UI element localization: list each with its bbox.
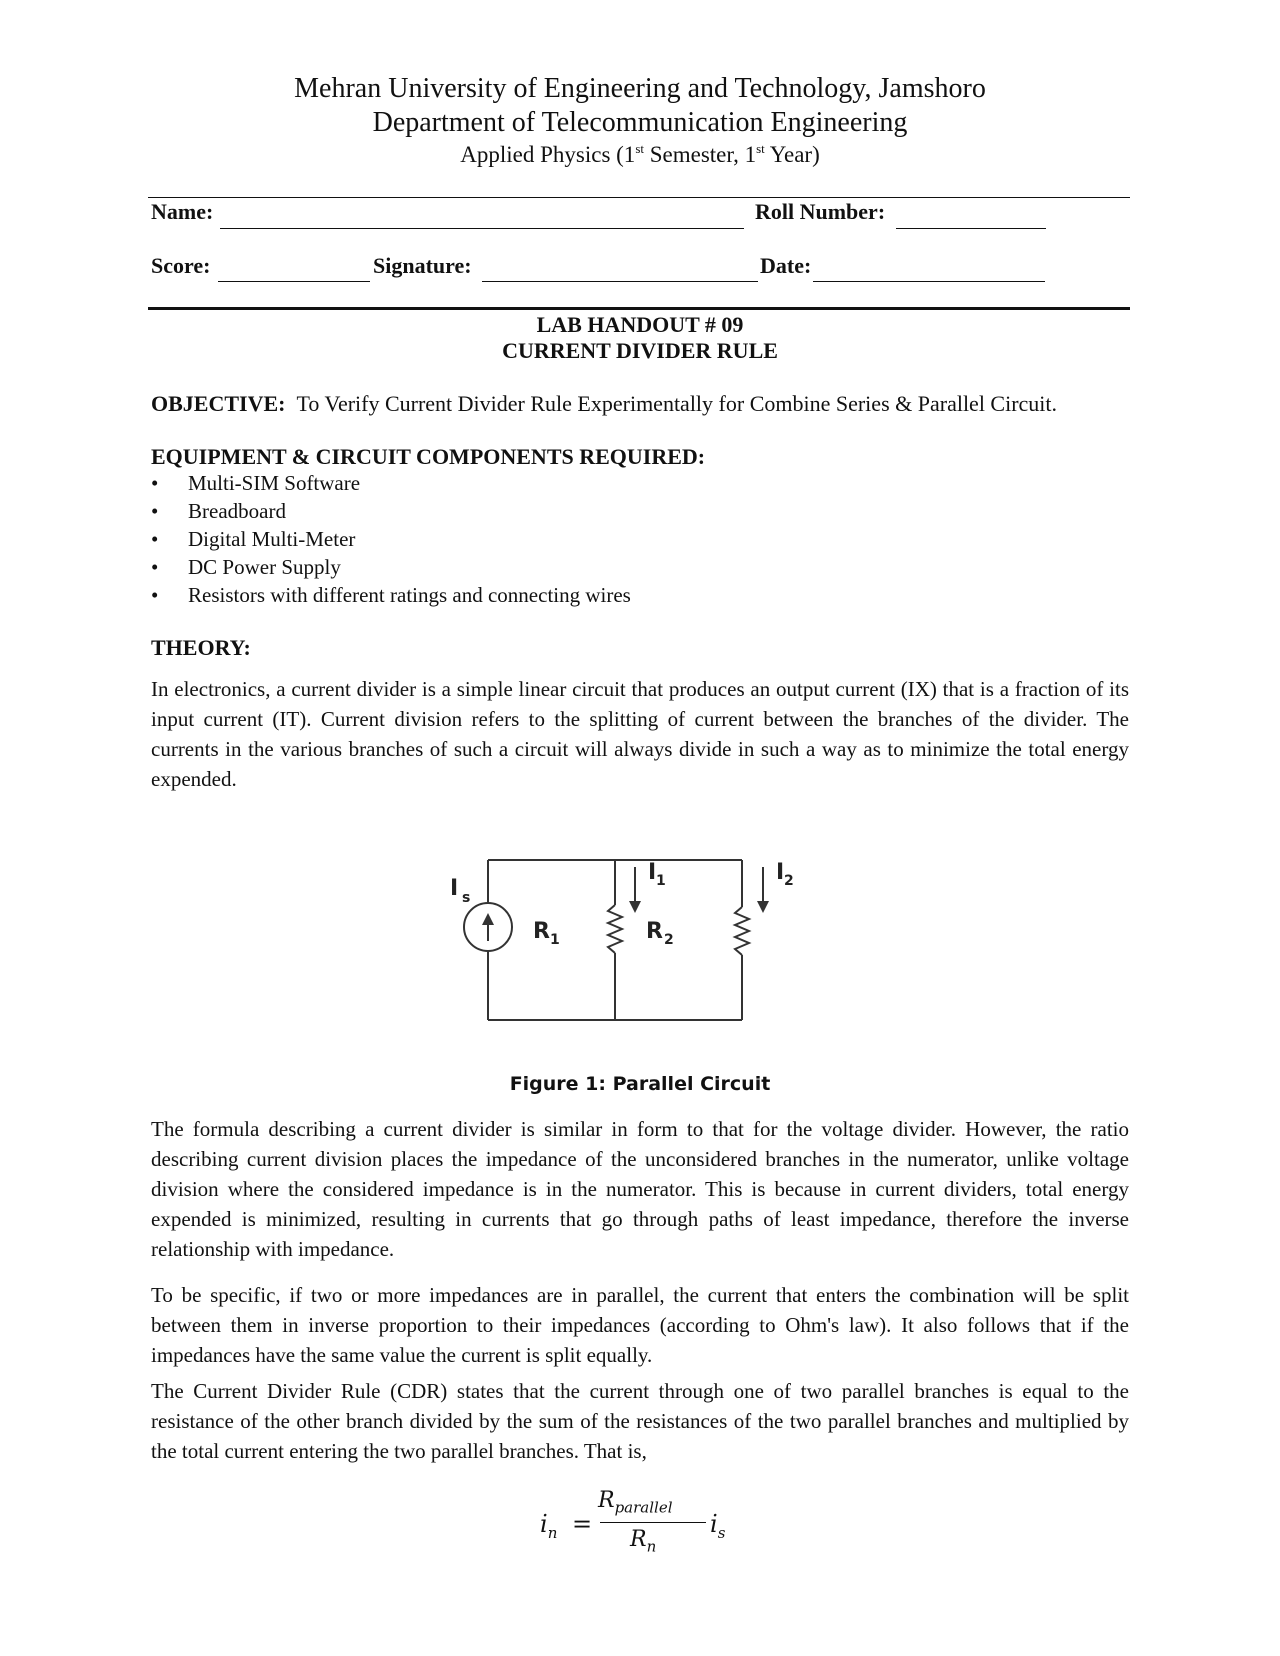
course-line: Applied Physics (1st Semester, 1st Year) — [460, 141, 820, 167]
department-name: Department of Telecommunication Engineering — [372, 107, 908, 138]
theory-paragraph-2: The formula describing a current divider is similar in form to that for the voltage divider. However, the ratio describing current division places the impedance of the unconsidered branches in the numerator, unlike voltage division where the considered impedance is in the numerator. This is because in current dividers, total energy expended is minimized, resulting in currents that go through paths of least impedance, therefore the inverse relationship with impedance. — [151, 1117, 1129, 1261]
i1-label: I — [648, 860, 657, 885]
name-label: Name: — [151, 199, 214, 224]
source-label-sub: s — [462, 890, 471, 906]
roll-number-field[interactable] — [896, 228, 1046, 229]
date-label: Date: — [760, 253, 812, 278]
i1-label-sub: 1 — [656, 873, 666, 889]
signature-field[interactable] — [482, 281, 758, 282]
roll-number-label: Roll Number: — [755, 199, 886, 224]
r2-label: R — [646, 919, 663, 944]
objective — [151, 391, 1057, 417]
score-label: Score: — [151, 253, 211, 278]
lab-number: LAB HANDOUT # 09 — [536, 312, 744, 337]
equipment-heading: EQUIPMENT & CIRCUIT COMPONENTS REQUIRED: — [151, 444, 706, 469]
figure-caption: Figure 1: Parallel Circuit — [509, 1073, 771, 1095]
bullet-icon: • — [151, 499, 159, 523]
name-field[interactable] — [220, 228, 744, 229]
i2-label: I — [776, 860, 785, 885]
theory-paragraph-1: In electronics, a current divider is a simple linear circuit that produces an output current (IX) that is a fraction of its input current (IT). Current division refers to the splitting of current between the branches of the divider. The currents in the various branches of such a circuit will always divide in such a way as to minimize the total energy expended. — [151, 677, 1129, 791]
r2-label-sub: 2 — [664, 932, 674, 948]
form-divider — [148, 307, 1130, 310]
objective-label: OBJECTIVE: — [151, 391, 286, 416]
parallel-circuit-diagram — [440, 845, 820, 1035]
bullet-icon: • — [151, 583, 159, 607]
formula-lhs: $i_n$ — [540, 1510, 558, 1542]
r1-label: R — [533, 919, 550, 944]
objective-text: To Verify Current Divider Rule Experimentally for Combine Series & Parallel Circuit. — [296, 391, 1058, 416]
theory-heading: THEORY: — [151, 635, 251, 660]
list-item: • DC Power Supply — [151, 555, 341, 579]
r1-label-sub: 1 — [550, 932, 560, 948]
fraction-bar — [600, 1522, 706, 1523]
formula-numerator: $R_{parallel}$ — [598, 1488, 673, 1517]
r2-resistor-symbol — [735, 907, 749, 955]
theory-paragraph-4: The Current Divider Rule (CDR) states that the current through one of two parallel branches is equal to the resistance of the other branch divided by the sum of the resistances of the two parallel branches and multiplied by the total current entering the two parallel branches. That is, — [151, 1379, 1129, 1463]
bullet-icon: • — [151, 471, 159, 495]
source-label: I — [450, 876, 459, 901]
i2-arrow-icon — [757, 901, 769, 913]
score-field[interactable] — [218, 281, 370, 282]
lab-title: CURRENT DIVIDER RULE — [502, 338, 778, 363]
formula-source-current: $i_s$ — [710, 1510, 726, 1542]
source-arrow-icon — [482, 913, 494, 925]
theory-paragraph-3: To be specific, if two or more impedances are in parallel, the current that enters the combination will be split between them in inverse proportion to their impedances (according to Ohm's law). It also follows that if the impedances have the same value the current is split equally. — [151, 1283, 1129, 1367]
university-name: Mehran University of Engineering and Technology, Jamshoro — [294, 73, 986, 104]
signature-label: Signature: — [373, 253, 472, 278]
equipment-list — [151, 469, 631, 609]
r1-resistor-symbol — [608, 905, 622, 953]
list-item: • Breadboard — [151, 499, 286, 523]
header-divider — [148, 197, 1130, 198]
i1-arrow-icon — [629, 901, 641, 913]
list-item: • Resistors with different ratings and connecting wires — [151, 583, 631, 607]
date-field[interactable] — [813, 281, 1045, 282]
bullet-icon: • — [151, 555, 159, 579]
i2-label-sub: 2 — [784, 873, 794, 889]
bullet-icon: • — [151, 527, 159, 551]
list-item: • Digital Multi-Meter — [151, 527, 356, 551]
current-divider-formula — [530, 1480, 750, 1570]
formula-denominator: $R_n$ — [630, 1527, 657, 1556]
formula-equals: = — [572, 1510, 593, 1538]
list-item: • Multi-SIM Software — [151, 471, 361, 495]
